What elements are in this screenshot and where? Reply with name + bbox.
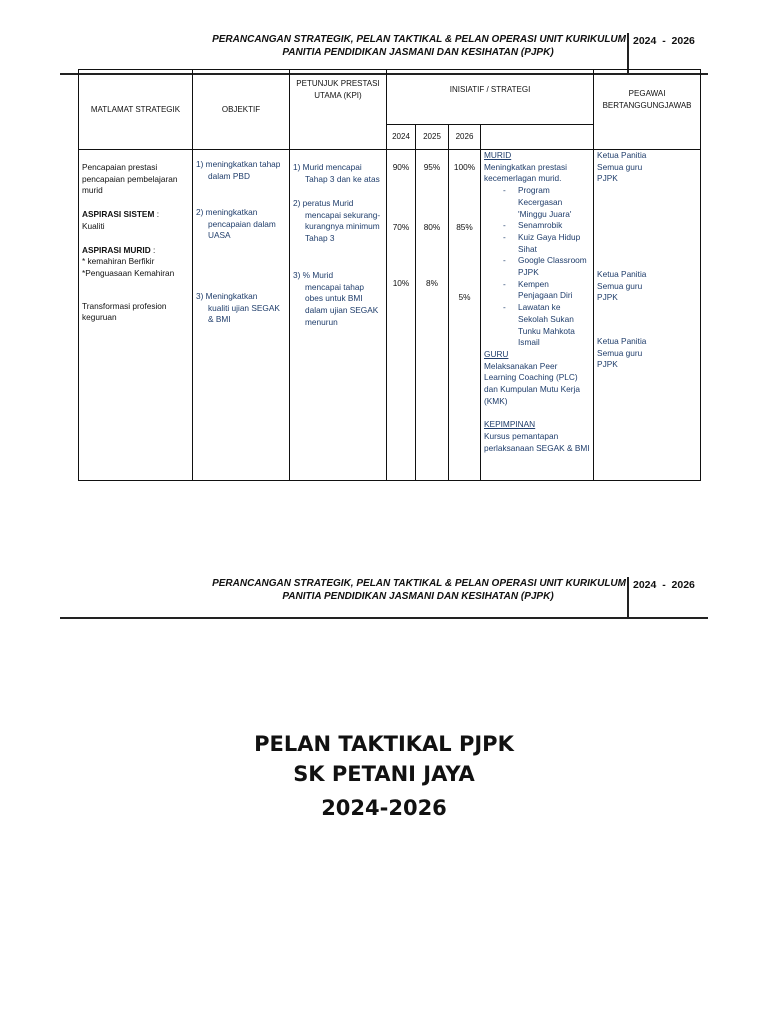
aspirasi-murid-label: ASPIRASI MURID [82,244,151,255]
pegawai-line: PJPK [597,292,618,303]
pegawai-line: PJPK [597,173,618,184]
header-objektif: OBJEKTIF [193,70,290,150]
list-item: - Lawatan ke Sekolah Sukan Tunku Mahkota Ismail [490,302,590,349]
inisiatif-murid-list [484,185,590,349]
header-title-line2: PANITIA PENDIDIKAN JASMANI DAN KESIHATAN (PJPK) [282,591,554,602]
cell-target-2025 [416,150,449,481]
header-divider [627,577,629,619]
aspirasi-sistem-colon: : [154,209,160,220]
kpi-item [293,162,383,198]
header-year-2025: 2025 [416,125,449,150]
cell-target-2026 [449,150,481,481]
inisiatif-murid-desc: Meningkatkan prestasi kecemerlagan murid. [484,161,568,184]
list-item: - Program Kecergasan 'Minggu Juara' [490,185,590,220]
objektif-item [196,207,286,291]
kpi-1-rest: Tahap 3 dan ke atas [305,173,380,184]
pegawai-line: Ketua Panitia [597,336,647,346]
objektif-item [196,291,286,326]
header-title-line2: PANITIA PENDIDIKAN JASMANI DAN KESIHATAN (PJPK) [282,47,554,58]
header-matlamat: MATLAMAT STRATEGIK [79,70,193,150]
kpi-2-rest: mencapai sekurang-kurangnya minimum Tahap 3 [305,209,381,244]
list-item: - Kuiz Gaya Hidup Sihat [490,232,590,255]
header-year-2026: 2026 [449,125,481,150]
cover-title: PELAN TAKTIKAL PJPK [254,732,514,756]
aspirasi-murid-item: * kemahiran Berfikir [82,256,155,267]
header-title-line1: PERANCANGAN STRATEGIK, PELAN TAKTIKAL & PELAN OPERASI UNIT KURIKULUM [212,34,626,45]
objektif-3-rest: kualiti ujian SEGAK & BMI [208,302,280,325]
header-title [60,33,626,59]
objektif-1-line1: 1) meningkatkan tahap [196,159,281,169]
header-rule [60,617,708,619]
header-pegawai: PEGAWAI BERTANGGUNGJAWAB [594,70,701,150]
header-year: 2024 - 2026 [633,579,695,591]
tactical-plan-table [78,69,701,481]
cell-objektif [193,150,290,481]
list-item: - Google Classroom PJPK [490,255,590,278]
header-title-line1: PERANCANGAN STRATEGIK, PELAN TAKTIKAL & PELAN OPERASI UNIT KURIKULUM [212,578,626,589]
list-item: - Kempen Penjagaan Diri [490,279,590,302]
cell-target-2024 [387,150,416,481]
header-year-blank [481,125,594,150]
cover-school: SK PETANI JAYA [293,762,475,786]
kpi-3-line1: 3) % Murid [293,270,334,280]
inisiatif-guru-desc: Melaksanakan Peer Learning Coaching (PLC) dan Kumpulan Mutu Kerja (KMK) [484,360,580,406]
pegawai-line: Semua guru [597,161,643,172]
list-item: - Senamrobik [490,220,590,232]
page-header-2 [60,577,708,621]
inisiatif-murid-title: MURID [484,150,512,160]
inisiatif-kepimpinan-desc: Kursus pemantapan perlaksanaan SEGAK & BMI [484,431,590,453]
kpi-1-line1: 1) Murid mencapai [293,162,362,172]
cover-years: 2024-2026 [321,796,447,820]
aspirasi-murid-colon: : [150,244,156,255]
pegawai-line: Ketua Panitia [597,150,647,160]
kpi-item [293,270,383,329]
objektif-2-rest: pencapaian dalam UASA [208,218,276,241]
transformasi: Transformasi profesion keguruan [82,300,167,323]
objektif-item [196,159,286,207]
target-value: 100% [453,162,476,172]
header-kpi: PETUNJUK PRESTASI UTAMA (KPI) [290,70,387,150]
kpi-item [293,198,383,270]
objektif-3-line1: 3) Meningkatkan [196,291,258,301]
target-value: 8% [426,278,438,289]
kpi-2-line1: 2) peratus Murid [293,198,354,208]
cell-kpi [290,150,387,481]
target-value: 90% [392,162,410,172]
target-value: 10% [392,278,410,289]
table-body-row [79,150,701,481]
pegawai-group [597,269,697,336]
kpi-3-rest: mencapai tahap obes untuk BMI dalam ujian SEGAK menurun [305,281,379,327]
cell-matlamat [79,150,193,481]
aspirasi-sistem-label: ASPIRASI SISTEM [82,209,155,220]
aspirasi-murid-item: *Penguasaan Kemahiran [82,267,175,278]
cell-inisiatif [481,150,594,481]
aspirasi-sistem-value: Kualiti [82,220,105,231]
target-value: 95% [423,162,441,172]
target-value: 85% [456,221,473,232]
target-value: 80% [423,221,441,232]
target-value: 70% [392,221,410,232]
matlamat-goal: Pencapaian prestasi pencapaian pembelajaran murid [82,162,178,196]
target-value: 5% [458,292,471,303]
cell-pegawai [594,150,701,481]
table-header-row [79,70,701,125]
inisiatif-kepimpinan-title: KEPIMPINAN [484,419,536,430]
pegawai-line: PJPK [597,359,618,370]
pegawai-line: Ketua Panitia [597,269,647,279]
objektif-1-rest: dalam PBD [208,170,250,181]
inisiatif-guru-title: GURU [484,348,509,359]
aspirasi-sistem [82,209,189,221]
header-year-2024: 2024 [387,125,416,150]
header-year: 2024 - 2026 [633,35,695,47]
pegawai-group [597,336,697,371]
pegawai-line: Semua guru [597,347,643,358]
header-inisiatif: INISIATIF / STRATEGI [387,70,594,125]
aspirasi-murid [82,245,189,257]
pegawai-group [597,150,697,269]
objektif-2-line1: 2) meningkatkan [196,207,258,217]
header-title [60,577,626,603]
pegawai-line: Semua guru [597,280,643,291]
